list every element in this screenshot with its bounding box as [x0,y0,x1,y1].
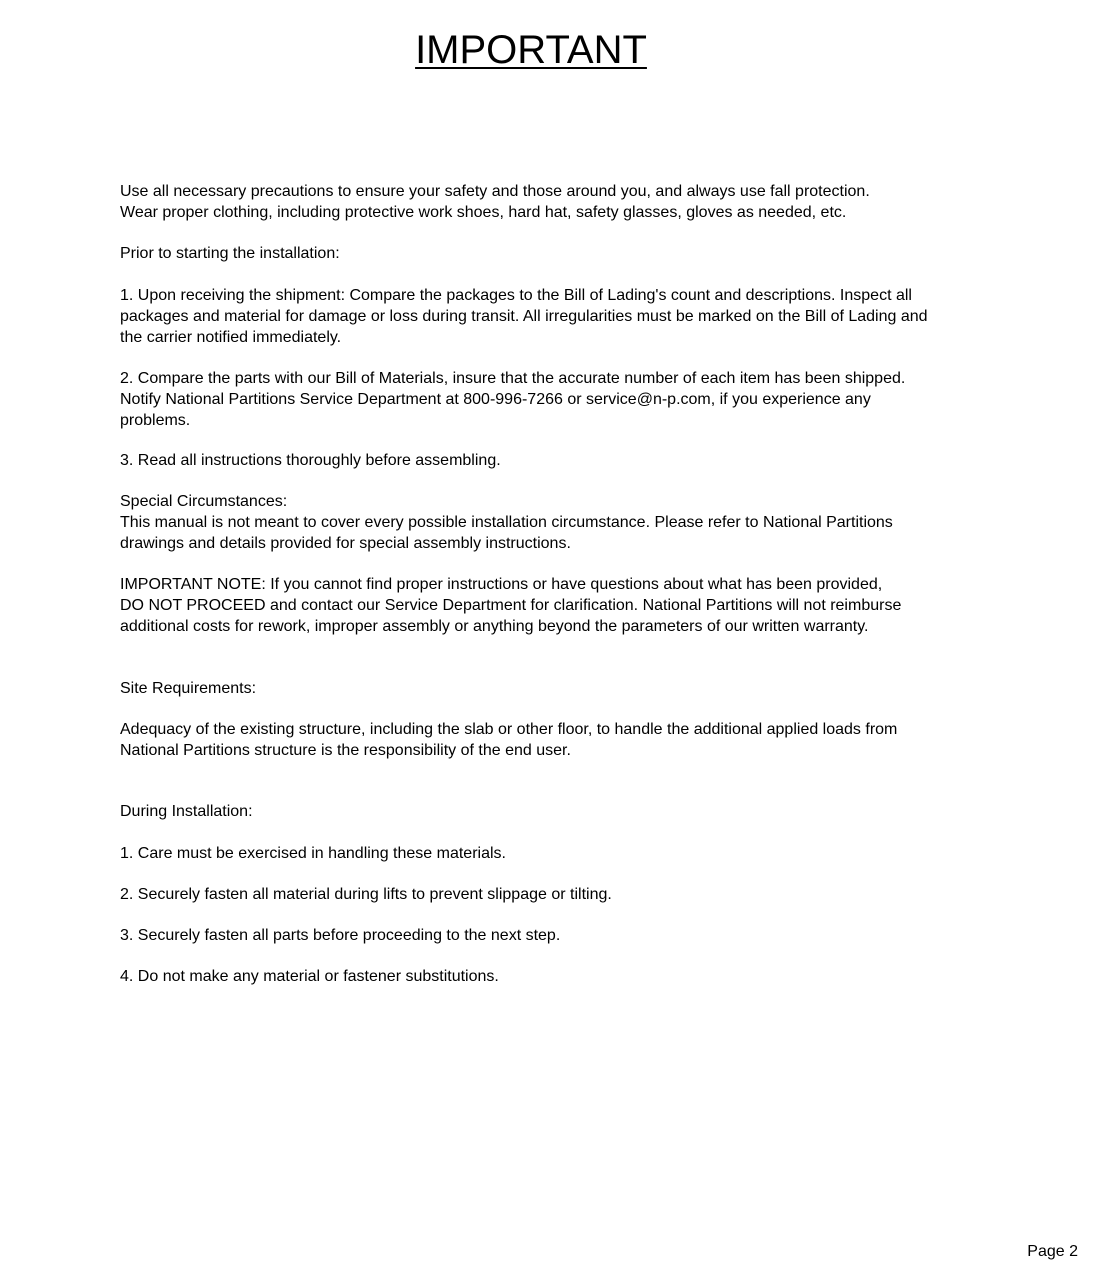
prior-item-1 [120,286,928,348]
during-heading [120,802,253,823]
prior-item-line: problems. [120,411,191,429]
prior-item-line: 3. Read all instructions thoroughly before assembling. [120,452,501,469]
during-item-2 [120,885,612,906]
during-item-1 [120,844,506,865]
important-note [120,575,901,637]
prior-item-2 [120,369,905,431]
important-note-line: DO NOT PROCEED and contact our Service Department for clarification. National Partitions will not reimburse [120,596,902,614]
prior-item-line: the carrier notified immediately. [120,328,342,346]
during-item-text: 3. Securely fasten all parts before proceeding to the next step. [120,927,561,944]
during-item-text: 4. Do not make any material or fastener substitutions. [120,968,499,985]
prior-item-line: Notify National Partitions Service Department at 800-996-7266 or service@n-p.com, if you experience any [120,390,871,408]
prior-item-line: 1. Upon receiving the shipment: Compare the packages to the Bill of Lading's count and descriptions. Inspect all [120,287,912,304]
during-item-3 [120,926,560,947]
safety-line: Use all necessary precautions to ensure your safety and those around you, and always use fall protection. [120,183,870,200]
safety-line: Wear proper clothing, including protective work shoes, hard hat, safety glasses, gloves as needed, etc. [120,203,847,221]
prior-item-3 [120,451,501,472]
page-title [0,26,1062,74]
safety-paragraph [120,182,870,224]
during-item-4 [120,967,499,988]
site-paragraph [120,720,897,762]
special-line: drawings and details provided for special assembly instructions. [120,534,571,552]
prior-item-line: packages and material for damage or loss during transit. All irregularities must be marked on the Bill of Lading and [120,307,928,325]
special-heading: Special Circumstances: [120,493,288,510]
during-item-text: 1. Care must be exercised in handling these materials. [120,845,506,862]
special-circumstances [120,492,893,554]
during-heading-text: During Installation: [120,803,253,820]
site-line: National Partitions structure is the responsibility of the end user. [120,741,571,759]
during-item-text: 2. Securely fasten all material during lifts to prevent slippage or tilting. [120,886,612,903]
site-heading [120,679,256,700]
prior-heading [120,244,340,265]
page-title-text: IMPORTANT [415,28,647,72]
site-heading-text: Site Requirements: [120,680,257,697]
prior-item-line: 2. Compare the parts with our Bill of Materials, insure that the accurate number of each item has been shipped. [120,370,906,387]
page-number: Page 2 [1027,1243,1078,1260]
important-note-line: IMPORTANT NOTE: If you cannot find proper instructions or have questions about what has been provided, [120,576,883,593]
special-line: This manual is not meant to cover every possible installation circumstance. Please refer to National Partitions [120,513,893,531]
prior-heading-text: Prior to starting the installation: [120,245,340,262]
important-note-line: additional costs for rework, improper assembly or anything beyond the parameters of our written warranty. [120,617,869,635]
site-line: Adequacy of the existing structure, including the slab or other floor, to handle the additional applied loads from [120,721,898,738]
